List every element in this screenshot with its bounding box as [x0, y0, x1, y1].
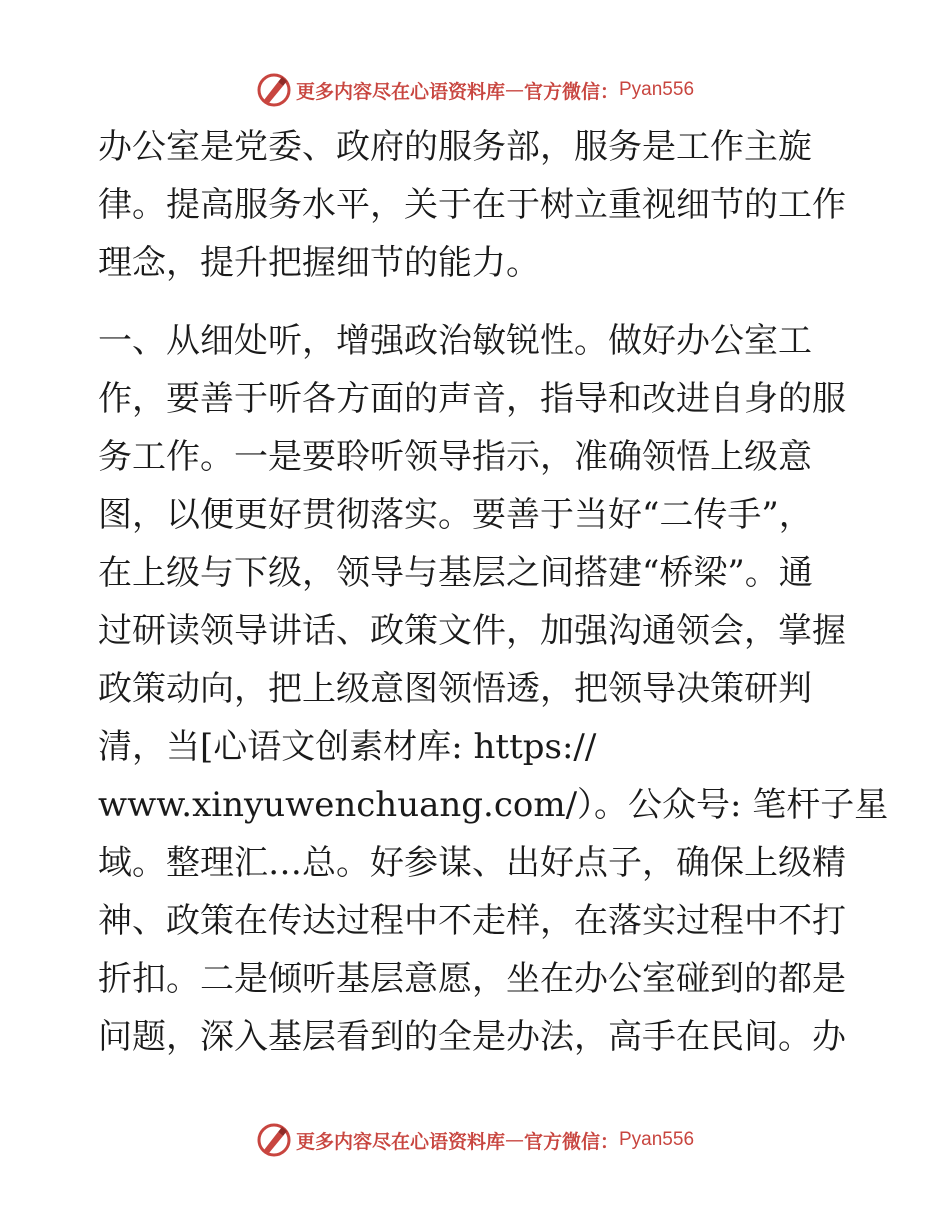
text-line: 政策动向，把上级意图领悟透，把领导决策研判: [98, 669, 812, 709]
banner-dash: —: [504, 1129, 524, 1151]
text-line: 神、政策在传达过程中不走样，在落实过程中不打: [98, 901, 846, 941]
text-line: 务工作。一是要聆听领导指示，准确领悟上级意: [98, 437, 812, 477]
text-line: 图，以便更好贯彻落实。要善于当好“二传手”，: [98, 495, 813, 535]
banner-dash: —: [504, 79, 524, 101]
banner-official-label: 官方微信：: [523, 80, 619, 103]
text-line: 问题，深入基层看到的全是办法，高手在民间。办: [98, 1017, 846, 1057]
text-line: 理念，提升把握细节的能力。: [98, 243, 540, 283]
pen-logo-icon: [256, 72, 292, 108]
text-line: 办公室是党委、政府的服务部，服务是工作主旋: [98, 127, 812, 167]
banner-wechat-id: Pyan556: [619, 79, 695, 100]
banner-brand-text: 更多内容尽在心语资料库: [295, 1130, 505, 1153]
text-line: 一、从细处听，增强政治敏锐性。做好办公室工: [98, 321, 812, 361]
paragraph: [98, 118, 858, 292]
text-line: 域。整理汇…总。好参谋、出好点子，确保上级精: [98, 843, 846, 883]
paragraph: [98, 312, 889, 1066]
text-line: 清，当[心语文创素材库: https://: [98, 727, 597, 767]
header-banner: [0, 70, 950, 110]
text-line: 作，要善于听各方面的声音，指导和改进自身的服: [98, 379, 846, 419]
text-line: www.xinyuwenchuang.com/）。公众号: 笔杆子星: [98, 785, 889, 825]
document-body: [98, 118, 889, 1066]
banner-wechat-id: Pyan556: [619, 1129, 695, 1150]
banner-official-label: 官方微信：: [523, 1130, 619, 1153]
text-line: 折扣。二是倾听基层意愿，坐在办公室碰到的都是: [98, 959, 846, 999]
text-line: 过研读领导讲话、政策文件，加强沟通领会，掌握: [98, 611, 846, 651]
text-line: 在上级与下级，领导与基层之间搭建“桥梁”。通: [98, 553, 813, 593]
banner-brand-text: 更多内容尽在心语资料库: [295, 80, 505, 103]
text-line: 律。提高服务水平，关于在于树立重视细节的工作: [98, 185, 846, 225]
footer-banner: [0, 1120, 950, 1160]
pen-logo-icon: [256, 1122, 292, 1158]
